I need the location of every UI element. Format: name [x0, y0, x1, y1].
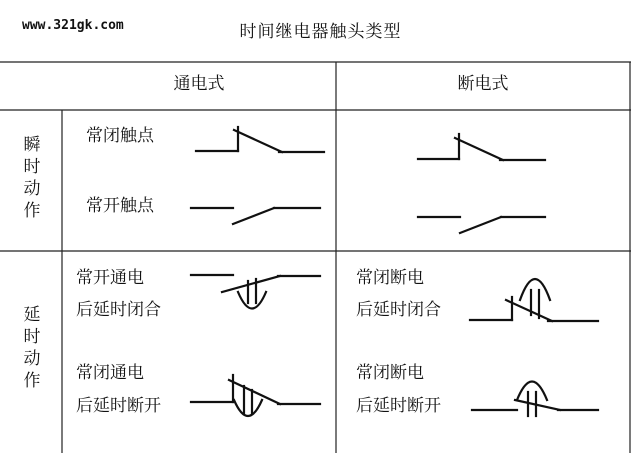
- label-normally-closed-contact: 常闭触点: [86, 126, 154, 146]
- label-off-delay-close-2: 后延时闭合: [356, 300, 441, 320]
- row-label-delayed: 延时动作: [23, 305, 41, 391]
- site-watermark: www.321gk.com: [22, 18, 124, 33]
- label-on-delay-open-2: 后延时断开: [76, 396, 161, 416]
- label-normally-open-contact: 常开触点: [86, 196, 154, 216]
- instant-nc-contact-symbol-2: [418, 134, 545, 160]
- instant-no-contact-symbol: [191, 208, 320, 224]
- on-delay-close-symbol: [191, 275, 320, 309]
- label-off-delay-close-1: 常闭断电: [356, 268, 424, 288]
- off-delay-open-symbol: [472, 382, 598, 417]
- instant-no-contact-symbol-2: [418, 217, 545, 233]
- row-label-instant: 瞬时动作: [23, 135, 41, 221]
- header-energize: 通电式: [173, 74, 225, 94]
- off-delay-close-symbol: [470, 279, 598, 321]
- label-off-delay-open-2: 后延时断开: [356, 396, 441, 416]
- on-delay-open-symbol: [191, 375, 320, 416]
- header-deenergize: 断电式: [457, 74, 509, 94]
- label-on-delay-close-2: 后延时闭合: [76, 300, 161, 320]
- label-off-delay-open-1: 常闭断电: [356, 363, 424, 383]
- instant-nc-contact-symbol: [196, 127, 324, 152]
- label-on-delay-close-1: 常开通电: [76, 268, 144, 288]
- page-title: 时间继电器触头类型: [239, 22, 402, 42]
- label-on-delay-open-1: 常闭通电: [76, 363, 144, 383]
